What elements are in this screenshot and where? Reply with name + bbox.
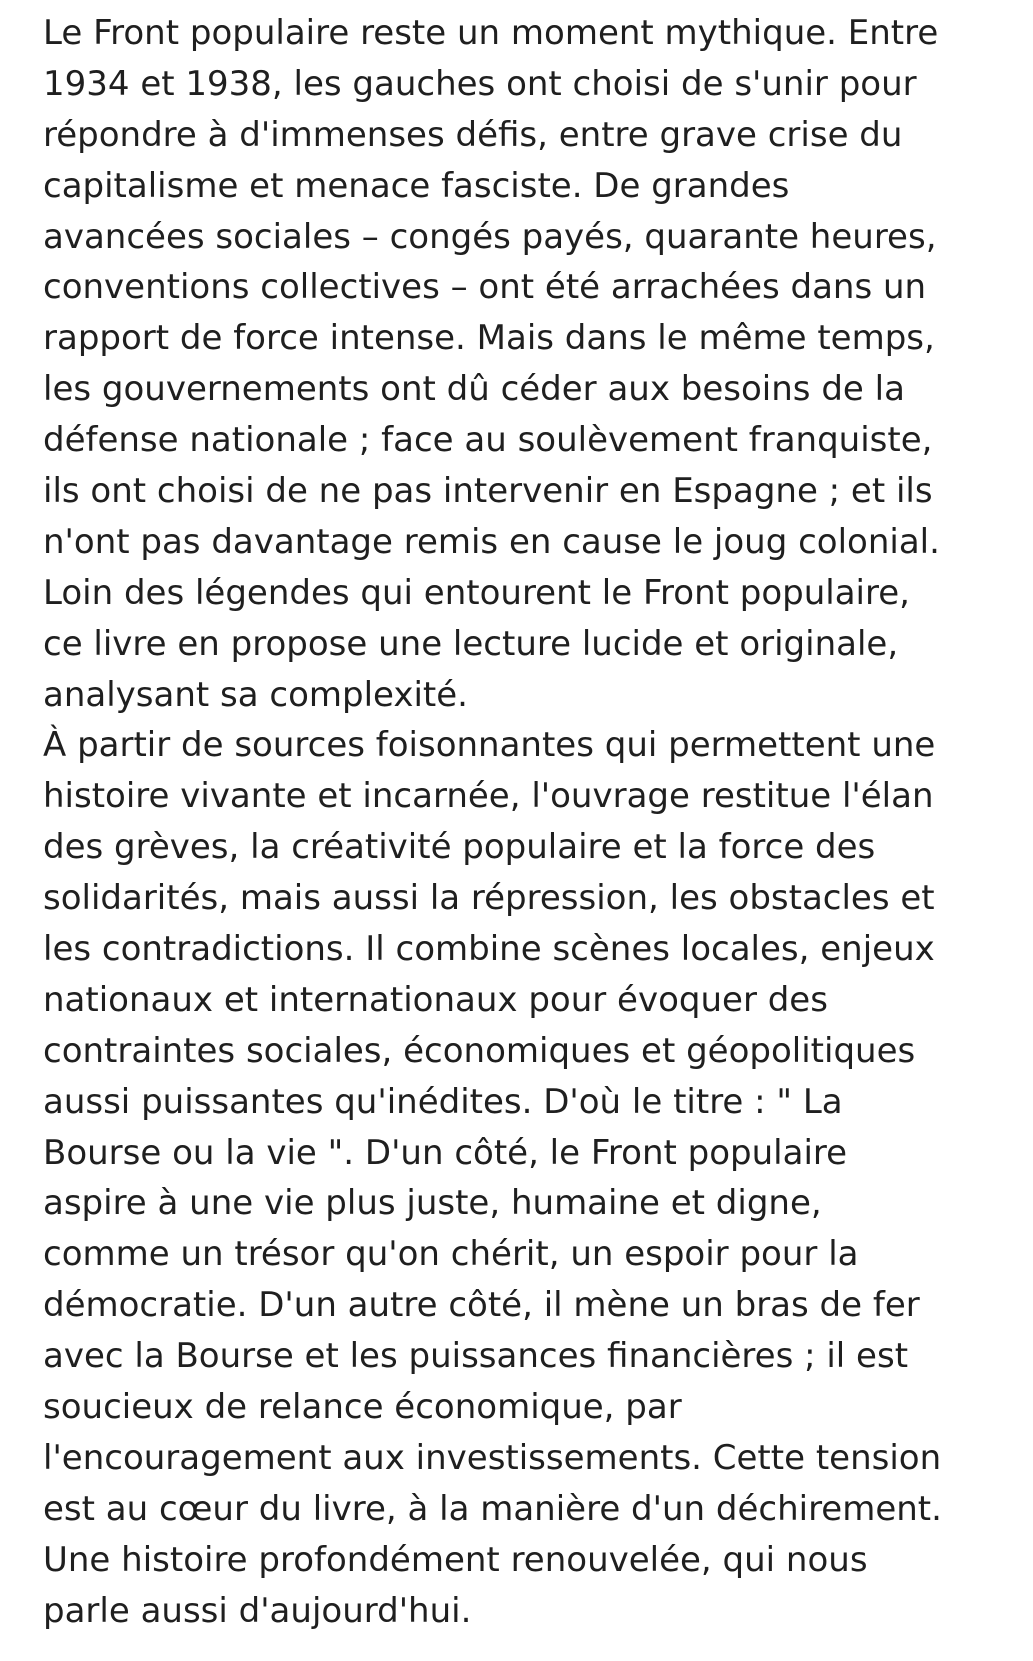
description-paragraph-1 (43, 8, 1018, 720)
description-paragraph-2 (43, 720, 1018, 1636)
text-line: avancées sociales – congés payés, quarante heures, (43, 216, 937, 257)
text-line: conventions collectives – ont été arrachées dans un (43, 267, 927, 308)
text-line: des grèves, la créativité populaire et la force des (43, 827, 876, 868)
text-line: l'encouragement aux investissements. Cette tension (43, 1437, 942, 1478)
text-line: nationaux et internationaux pour évoquer des (43, 979, 828, 1020)
text-line: rapport de force intense. Mais dans le même temps, (43, 318, 935, 359)
text-line: parle aussi d'aujourd'hui. (43, 1590, 472, 1631)
text-line: histoire vivante et incarnée, l'ouvrage restitue l'élan (43, 776, 934, 817)
text-line: avec la Bourse et les puissances financières ; il est (43, 1336, 909, 1377)
text-line: aussi puissantes qu'inédites. D'où le titre : " La (43, 1081, 843, 1122)
text-line: comme un trésor qu'on chérit, un espoir pour la (43, 1234, 859, 1275)
text-line: 1934 et 1938, les gauches ont choisi de s'unir pour (43, 63, 917, 104)
text-line: aspire à une vie plus juste, humaine et digne, (43, 1183, 822, 1224)
text-line: les gouvernements ont dû céder aux besoins de la (43, 369, 905, 410)
text-line: Une histoire profondément renouvelée, qui nous (43, 1539, 868, 1580)
text-line: soucieux de relance économique, par (43, 1387, 682, 1428)
text-line: Le Front populaire reste un moment mythique. Entre (43, 13, 939, 53)
text-line: capitalisme et menace fasciste. De grandes (43, 165, 790, 206)
text-line: À partir de sources foisonnantes qui permettent une (43, 725, 936, 766)
text-line: Loin des légendes qui entourent le Front populaire, (43, 572, 910, 613)
text-line: ce livre en propose une lecture lucide et originale, (43, 623, 899, 664)
text-line: démocratie. D'un autre côté, il mène un bras de fer (43, 1285, 920, 1326)
text-line: est au cœur du livre, à la manière d'un déchirement. (43, 1488, 942, 1529)
text-line: répondre à d'immenses défis, entre grave crise du (43, 114, 903, 155)
text-line: les contradictions. Il combine scènes locales, enjeux (43, 929, 935, 970)
text-line: contraintes sociales, économiques et géopolitiques (43, 1030, 916, 1071)
text-line: analysant sa complexité. (43, 674, 468, 715)
book-description (43, 8, 1018, 1637)
text-line: ils ont choisi de ne pas intervenir en Espagne ; et ils (43, 471, 933, 512)
text-line: défense nationale ; face au soulèvement franquiste, (43, 420, 933, 461)
text-line: Bourse ou la vie ". D'un côté, le Front populaire (43, 1132, 848, 1173)
text-line: solidarités, mais aussi la répression, les obstacles et (43, 878, 935, 919)
text-line: n'ont pas davantage remis en cause le joug colonial. (43, 521, 940, 562)
